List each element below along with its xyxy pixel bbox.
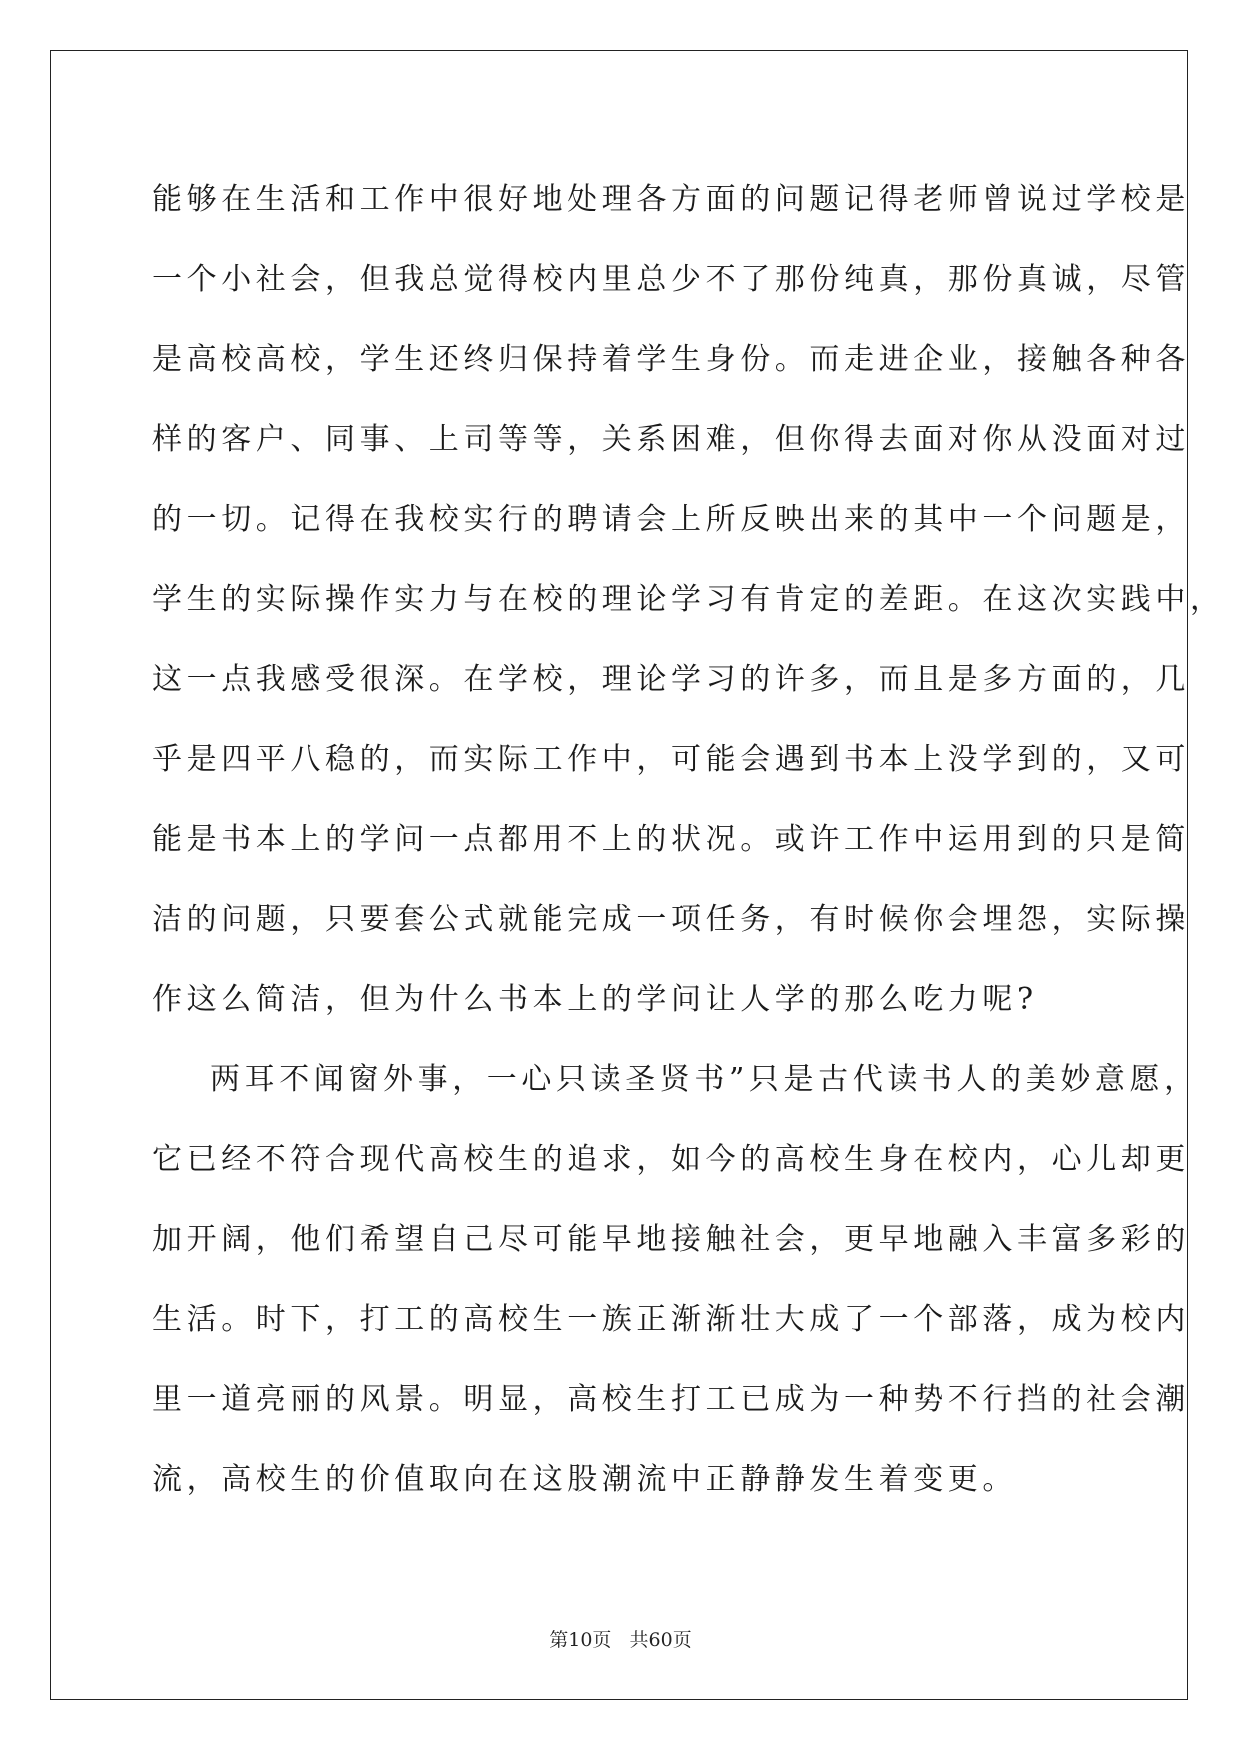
text-line: 是高校高校，学生还终归保持着学生身份。而走进企业，接触各种各 [152,342,1190,377]
text-line: 流，高校生的价值取向在这股潮流中正静静发生着变更。 [152,1462,1017,1497]
text-line: 这一点我感受很深。在学校，理论学习的许多，而且是多方面的，几 [152,662,1190,697]
text-line: 里一道亮丽的风景。明显，高校生打工已成为一种势不行挡的社会潮 [152,1382,1190,1417]
page-number-footer: 第10页 共60页 [549,1629,692,1651]
text-line: 乎是四平八稳的，而实际工作中，可能会遇到书本上没学到的，又可 [152,742,1190,777]
text-line: 一个小社会，但我总觉得校内里总少不了那份纯真，那份真诚，尽管 [152,262,1190,297]
text-line: 能是书本上的学问一点都用不上的状况。或许工作中运用到的只是简 [152,822,1190,857]
text-line: 它已经不符合现代高校生的追求，如今的高校生身在校内，心儿却更 [152,1142,1190,1177]
text-line: 加开阔，他们希望自己尽可能早地接触社会，更早地融入丰富多彩的 [152,1222,1190,1257]
text-line: 洁的问题，只要套公式就能完成一项任务，有时候你会埋怨，实际操 [152,902,1190,937]
document-body [152,160,1225,1520]
text-line: 样的客户、同事、上司等等，关系困难，但你得去面对你从没面对过 [152,422,1190,457]
paragraph-1 [152,160,1225,1040]
text-line: 的一切。记得在我校实行的聘请会上所反映出来的其中一个问题是， [152,502,1190,537]
text-line: 能够在生活和工作中很好地处理各方面的问题记得老师曾说过学校是 [152,182,1190,217]
text-line: 学生的实际操作实力与在校的理论学习有肯定的差距。在这次实践中， [152,582,1225,617]
text-line: 作这么简洁，但为什么书本上的学问让人学的那么吃力呢? [152,982,1038,1017]
text-line-indented: 两耳不闻窗外事，一心只读圣贤书”只是古代读书人的美妙意愿， [210,1062,1199,1097]
text-line: 生活。时下，打工的高校生一族正渐渐壮大成了一个部落，成为校内 [152,1302,1190,1337]
paragraph-2 [152,1040,1199,1520]
